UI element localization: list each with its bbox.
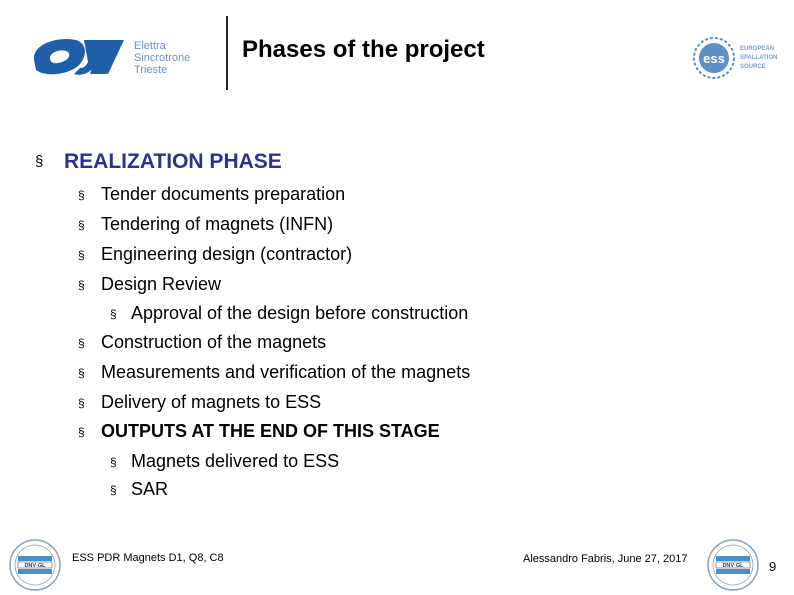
dnv-certification-icon	[706, 538, 760, 592]
dnv-certification-icon	[8, 538, 62, 592]
elettra-wordmark	[134, 40, 190, 76]
list-item-text: Design Review	[101, 274, 222, 294]
bullet-icon: §	[78, 218, 85, 232]
bullet-icon: §	[78, 248, 85, 262]
elettra-line-1: Elettra	[134, 40, 166, 52]
ess-line-1: EUROPEAN	[740, 46, 775, 52]
sub-list-item-text: SAR	[131, 479, 169, 499]
ess-line-3: SOURCE	[740, 64, 766, 70]
list-item-text: Tender documents preparation	[101, 184, 346, 204]
bullet-icon: §	[78, 188, 85, 202]
dnv-badge-text: DNV·GL	[24, 563, 46, 569]
ess-logo-mark: ess	[703, 51, 725, 66]
ess-logo-icon	[692, 36, 736, 80]
section-heading: REALIZATION PHASE	[64, 150, 282, 173]
bullet-icon: §	[78, 366, 85, 380]
elettra-line-2: Sincrotrone	[134, 52, 191, 64]
slide-title: Phases of the project	[242, 36, 485, 63]
slide-header	[0, 0, 794, 100]
list-item-text: Measurements and verification of the magnets	[101, 362, 471, 382]
ess-wordmark	[740, 45, 777, 72]
bullet-icon: §	[78, 278, 85, 292]
bullet-icon: §	[78, 336, 85, 350]
footer-author-date: Alessandro Fabris, June 27, 2017	[523, 553, 688, 565]
list-item-text: OUTPUTS AT THE END OF THIS STAGE	[101, 421, 440, 441]
ess-line-2: SPALLATION	[740, 55, 778, 61]
bullet-icon: §	[110, 483, 117, 497]
elettra-line-3: Trieste	[134, 64, 168, 76]
page-number: 9	[769, 559, 777, 574]
bullet-icon: §	[78, 396, 85, 410]
sub-list-item-text: Approval of the design before construction	[131, 303, 469, 323]
elettra-logo-icon	[28, 30, 128, 80]
header-divider	[226, 16, 228, 90]
list-item-text: Tendering of magnets (INFN)	[101, 214, 334, 234]
bullet-icon: §	[78, 425, 85, 439]
bullet-icon: §	[35, 153, 44, 170]
list-item-text: Delivery of magnets to ESS	[101, 392, 322, 412]
list-item-text: Construction of the magnets	[101, 332, 327, 352]
bullet-icon: §	[110, 455, 117, 469]
list-item-text: Engineering design (contractor)	[101, 244, 353, 264]
footer-reference: ESS PDR Magnets D1, Q8, C8	[72, 552, 224, 564]
bullet-icon: §	[110, 307, 117, 321]
sub-list-item-text: Magnets delivered to ESS	[131, 451, 340, 471]
dnv-badge-text: DNV·GL	[722, 563, 744, 569]
